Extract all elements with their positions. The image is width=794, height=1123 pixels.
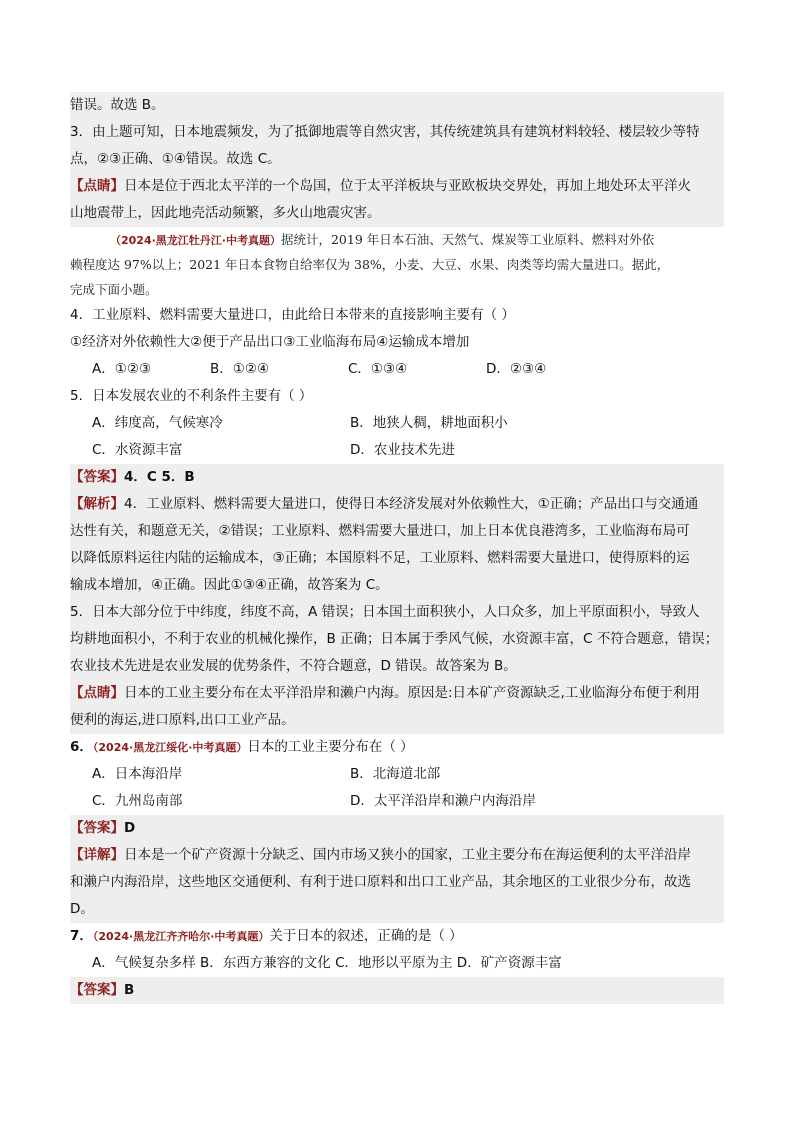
dianjing-block bbox=[70, 707, 724, 734]
question-source: （2024·黑龙江绥化·中考真题） bbox=[92, 741, 248, 754]
question-source: （2024·黑龙江齐齐哈尔·中考真题） bbox=[92, 930, 270, 943]
option-a: A．日本海沿岸 bbox=[92, 766, 183, 782]
analysis-block bbox=[70, 545, 724, 572]
option-b: B．北海道北部 bbox=[350, 766, 441, 782]
material-text: 据统计，2019 年日本石油、天然气、煤炭等工业原料、燃料对外依 bbox=[280, 232, 655, 247]
analysis-block bbox=[70, 599, 724, 626]
prev-answer-end bbox=[70, 92, 724, 119]
question-text: 关于日本的叙述，正确的是（ ） bbox=[269, 928, 463, 944]
question-4-options bbox=[70, 356, 724, 383]
analysis-text: 达性有关，和题意无关，②错误；工业原料、燃料需要大量进口，加上日本优良港湾多，工业临海布局可 bbox=[70, 523, 690, 539]
analysis-block bbox=[70, 572, 724, 599]
detail-block bbox=[70, 896, 724, 923]
document-page bbox=[70, 92, 724, 1004]
question-text: 日本的工业主要分布在（ ） bbox=[247, 739, 414, 755]
detail-text: 和濑户内海沿岸，这些地区交通便利、有利于进口原料和出口工业产品，其余地区的工业很少分布，故选 bbox=[70, 874, 691, 890]
analysis-block bbox=[70, 518, 724, 545]
dianjing-block bbox=[70, 173, 724, 200]
question-6-stem bbox=[70, 734, 724, 761]
option-a: A．纬度高，气候寒冷 bbox=[92, 415, 223, 431]
question-7-stem bbox=[70, 923, 724, 950]
question-5-stem bbox=[70, 383, 724, 410]
analysis-text: 以降低原料运往内陆的运输成本，③正确；本国原料不足，工业原料、燃料需要大量进口，使得原料的运 bbox=[70, 550, 690, 566]
dianjing-text: 日本的工业主要分布在太平洋沿岸和濑户内海。原因是:日本矿产资源缺乏,工业临海分布便于利用 bbox=[124, 685, 700, 701]
question-5-options bbox=[70, 410, 724, 437]
question-items: ①经济对外依赖性大②便于产品出口③工业临海布局④运输成本增加 bbox=[70, 334, 470, 350]
material-text: 完成下面小题。 bbox=[70, 282, 158, 297]
question-4-stem bbox=[70, 302, 724, 329]
dianjing-tag: 【点睛】 bbox=[70, 178, 124, 194]
answer-block bbox=[70, 464, 724, 491]
option-b: B．地狭人稠，耕地面积小 bbox=[350, 415, 508, 431]
detail-text: 日本是一个矿产资源十分缺乏、国内市场又狭小的国家，工业主要分布在海运便利的太平洋沿岸 bbox=[124, 847, 691, 863]
option-b: B．①②④ bbox=[210, 361, 270, 377]
option-c: C．①③④ bbox=[348, 361, 408, 377]
q3-text: 3．由上题可知，日本地震频发，为了抵御地震等自然灾害，其传统建筑具有建筑材料较轻、楼层较少等特 bbox=[70, 124, 700, 140]
question-number: 6． bbox=[70, 739, 93, 755]
question-5-options bbox=[70, 437, 724, 464]
options-text: A．气候复杂多样 B．东西方兼容的文化 C．地形以平原为主 D．矿产资源丰富 bbox=[92, 955, 562, 971]
material-line bbox=[70, 227, 724, 252]
option-d: D．农业技术先进 bbox=[350, 442, 455, 458]
answer-tag: 【答案】 bbox=[70, 820, 124, 836]
analysis-tag: 【解析】 bbox=[70, 496, 124, 512]
question-text: 4．工业原料、燃料需要大量进口，由此给日本带来的直接影响主要有（ ） bbox=[70, 307, 515, 323]
analysis-text: 5．日本大部分位于中纬度，纬度不高，A 错误；日本国土面积狭小，人口众多，加上平原面积小，导致人 bbox=[70, 604, 700, 620]
answer-text: 4．C 5．B bbox=[124, 469, 195, 485]
analysis-block bbox=[70, 653, 724, 680]
material-line bbox=[70, 252, 724, 277]
analysis-text: 输成本增加，④正确。因此①③④正确，故答案为 C。 bbox=[70, 577, 389, 593]
detail-tag: 【详解】 bbox=[70, 847, 124, 863]
q3-explanation-line bbox=[70, 119, 724, 146]
answer-text: D bbox=[124, 820, 136, 836]
analysis-text: 均耕地面积小，不利于农业的机械化操作，B 正确；日本属于季风气候，水资源丰富，C 不符合题意，错误； bbox=[70, 631, 719, 647]
q3-explanation-line bbox=[70, 146, 724, 173]
dianjing-text: 日本是位于西北太平洋的一个岛国，位于太平洋板块与亚欧板块交界处，再加上地处环太平洋火 bbox=[124, 178, 691, 194]
question-7-options bbox=[70, 950, 724, 977]
dianjing-text: 便利的海运,进口原料,出口工业产品。 bbox=[70, 712, 295, 728]
answer-block bbox=[70, 977, 724, 1004]
option-a: A．①②③ bbox=[92, 361, 152, 377]
dianjing-block bbox=[70, 200, 724, 227]
analysis-text: 4．工业原料、燃料需要大量进口，使得日本经济发展对外依赖性大，①正确；产品出口与交通通 bbox=[124, 496, 699, 512]
detail-text: D。 bbox=[70, 901, 94, 917]
question-number: 7． bbox=[70, 928, 93, 944]
detail-block bbox=[70, 842, 724, 869]
material-line bbox=[70, 277, 724, 302]
dianjing-tag: 【点睛】 bbox=[70, 685, 124, 701]
material-source: （2024·黑龙江牡丹江·中考真题） bbox=[110, 234, 281, 247]
answer-block bbox=[70, 815, 724, 842]
analysis-block bbox=[70, 626, 724, 653]
answer-tag: 【答案】 bbox=[70, 469, 124, 485]
detail-block bbox=[70, 869, 724, 896]
q3-text: 点，②③正确、①④错误。故选 C。 bbox=[70, 151, 281, 167]
question-6-options bbox=[70, 788, 724, 815]
option-d: D．太平洋沿岸和濑户内海沿岸 bbox=[350, 793, 536, 809]
option-c: C．水资源丰富 bbox=[92, 442, 183, 458]
dianjing-text: 山地震带上，因此地壳活动频繁，多火山地震灾害。 bbox=[70, 205, 381, 221]
question-text: 5．日本发展农业的不利条件主要有（ ） bbox=[70, 388, 313, 404]
question-4-items bbox=[70, 329, 724, 356]
question-6-options bbox=[70, 761, 724, 788]
option-c: C．九州岛南部 bbox=[92, 793, 183, 809]
answer-tag: 【答案】 bbox=[70, 982, 124, 998]
answer-text: B bbox=[124, 982, 135, 998]
dianjing-block bbox=[70, 680, 724, 707]
material-text: 赖程度达 97%以上；2021 年日本食物自给率仅为 38%，小麦、大豆、水果、肉类等均需大量进口。据此， bbox=[70, 257, 670, 272]
analysis-text: 农业技术先进是农业发展的优势条件，不符合题意，D 错误。故答案为 B。 bbox=[70, 658, 517, 674]
prev-answer-text: 错误。故选 B。 bbox=[70, 97, 165, 113]
option-d: D．②③④ bbox=[486, 361, 547, 377]
analysis-block bbox=[70, 491, 724, 518]
